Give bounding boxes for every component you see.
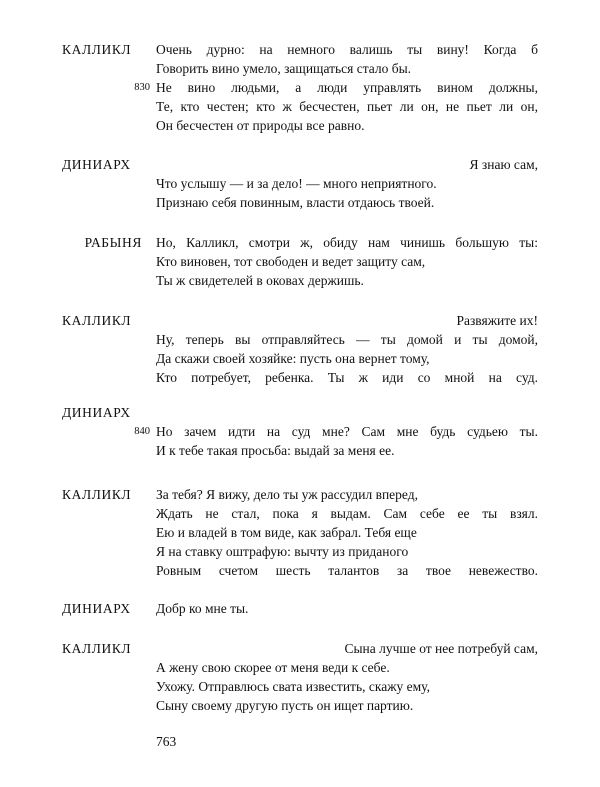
speaker-name: КАЛЛИКЛ: [62, 487, 132, 502]
verse-line: Очень дурно: на немного валишь ты вину! Когда б: [156, 42, 538, 57]
verse-line: Он бесчестен от природы все равно.: [156, 118, 365, 133]
verse-line: Но, Калликл, смотри ж, обиду нам чинишь большую ты:: [156, 235, 538, 250]
speaker-name: РАБЫНЯ: [84, 235, 142, 250]
verse-line: Признаю себя повинным, власти отдаюсь твоей.: [156, 195, 435, 210]
verse-line: За тебя? Я вижу, дело ты уж рассудил вперед,: [156, 487, 418, 502]
speaker-name: ДИНИАРХ: [62, 601, 131, 616]
verse-line: Ею и владей в том виде, как забрал. Тебя еще: [156, 525, 417, 540]
verse-line: Сыну своему другую пусть он ищет партию.: [156, 698, 414, 713]
speaker-name: ДИНИАРХ: [62, 405, 131, 420]
verse-line: Те, кто честен; кто ж бесчестен, пьет ли он, не пьет ли он,: [156, 99, 538, 114]
verse-line: Сына лучше от нее потребуй сам,: [344, 641, 538, 656]
verse-line: Ждать не стал, пока я выдам. Сам себе ее ты взял.: [156, 506, 538, 521]
verse-line: Я на ставку оштрафую: вычту из приданого: [156, 544, 409, 559]
verse-line: Что услышу — и за дело! — много неприятного.: [156, 176, 437, 191]
line-number: 840: [134, 426, 150, 437]
verse-line: И к тебе такая просьба: выдай за меня ее.: [156, 443, 395, 458]
line-number: 830: [134, 82, 150, 93]
verse-line: Говорить вино умело, защищаться стало бы.: [156, 61, 412, 76]
verse-line: Кто потребует, ребенка. Ты ж иди со мной на суд.: [156, 370, 538, 385]
verse-line: Ты ж свидетелей в оковах держишь.: [156, 273, 364, 288]
speaker-name: КАЛЛИКЛ: [62, 42, 132, 57]
speaker-name: ДИНИАРХ: [62, 157, 131, 172]
verse-line: Ну, теперь вы отправляйтесь — ты домой и ты домой,: [156, 332, 538, 347]
verse-line: Развяжите их!: [456, 313, 538, 328]
verse-line: А жену свою скорее от меня веди к себе.: [156, 660, 390, 675]
verse-line: Кто виновен, тот свободен и ведет защиту сам,: [156, 254, 426, 269]
verse-line: Я знаю сам,: [469, 157, 538, 172]
page-number: 763: [156, 734, 177, 749]
speaker-name: КАЛЛИКЛ: [62, 313, 132, 328]
speaker-name: КАЛЛИКЛ: [62, 641, 132, 656]
verse-line: Ровным счетом шесть талантов за твое невежество.: [156, 563, 538, 578]
verse-line: Да скажи своей хозяйке: пусть она вернет тому,: [156, 351, 430, 366]
verse-line: Добр ко мне ты.: [156, 601, 249, 616]
verse-line: Не вино людьми, а люди управлять вином должны,: [156, 80, 538, 95]
verse-line: Ухожу. Отправлюсь свата известить, скажу ему,: [156, 679, 430, 694]
verse-line: Но зачем идти на суд мне? Сам мне будь судьею ты.: [156, 424, 538, 439]
